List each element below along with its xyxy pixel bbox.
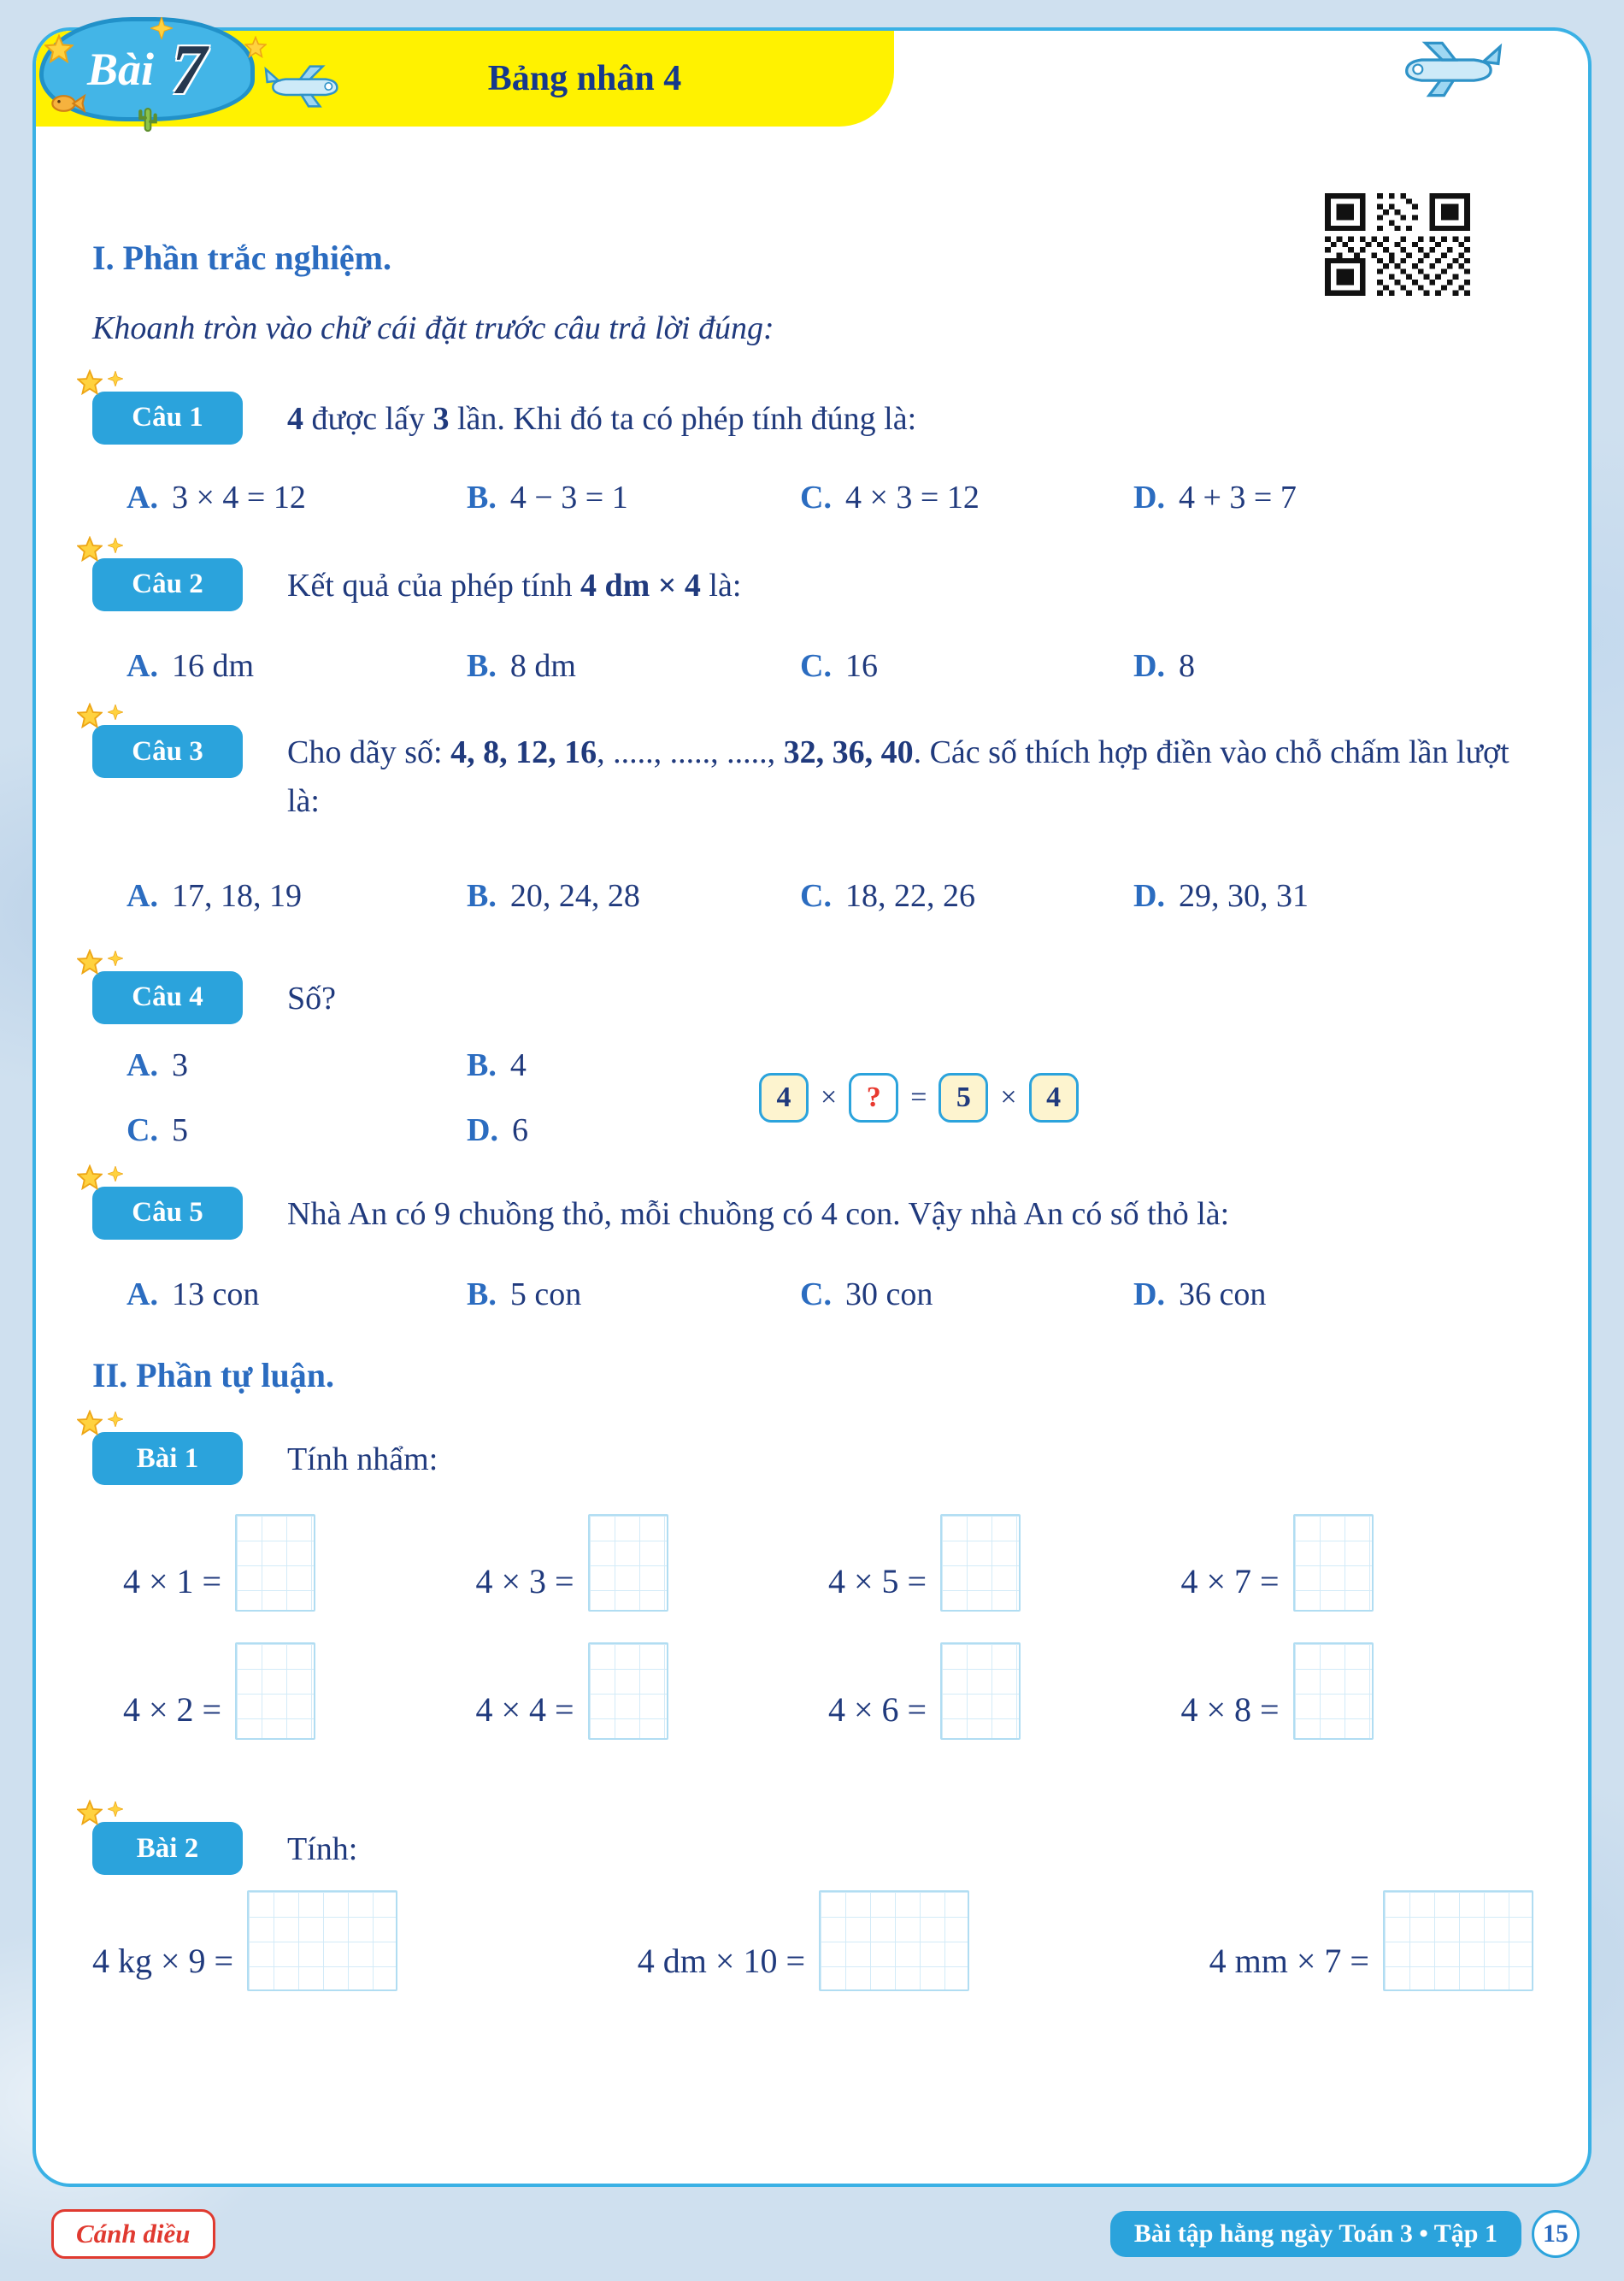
answer-option (800, 477, 1133, 519)
answer-option (127, 1274, 467, 1316)
question-badge-label: Câu 2 (132, 569, 203, 600)
option-text: 4 + 3 = 7 (1178, 479, 1297, 516)
factor-box: 4 (1029, 1073, 1079, 1123)
sparkle-icon (108, 1412, 123, 1427)
footer-right (1110, 2210, 1580, 2258)
option-letter: C. (800, 878, 832, 915)
answer-option (800, 645, 1133, 687)
answer-option (1133, 1274, 1533, 1316)
question-text: Cho dãy số: 4, 8, 12, 16, ....., ....., ....., 32, 36, 40. Các số thích hợp điền vào chỗ chấm lần lượt là: (287, 734, 1509, 820)
exercise-1-grid (123, 1514, 1533, 1740)
mental-math-item (1181, 1642, 1534, 1740)
factor-box: 4 (759, 1073, 809, 1123)
option-letter: C. (800, 1276, 832, 1312)
page-footer (51, 2209, 1580, 2259)
answer-option (467, 1274, 800, 1316)
option-text: 4 − 3 = 1 (509, 479, 628, 516)
question-1 (92, 392, 1533, 445)
option-text: 30 con (844, 1276, 933, 1312)
option-letter: A. (127, 479, 158, 516)
question-badge-label: Câu 1 (132, 402, 203, 433)
worksheet-content (36, 31, 1588, 1991)
answer-option (467, 1046, 759, 1084)
multiply-sign: × (821, 1081, 838, 1113)
answer-box (819, 1890, 969, 1991)
option-letter: C. (800, 479, 832, 516)
exercise-1 (92, 1432, 1533, 1485)
question-4-body (127, 1046, 1533, 1149)
question-3-badge (92, 725, 243, 778)
sparkle-icon (108, 538, 123, 553)
option-letter: A. (127, 1276, 158, 1312)
answer-option (467, 875, 800, 917)
section-1-instruction: Khoanh tròn vào chữ cái đặt trước câu trả lời đúng: (92, 310, 774, 346)
mental-math-item (123, 1514, 476, 1612)
exercise-expression: 4 × 5 = (828, 1562, 927, 1601)
option-text: 16 (844, 647, 878, 684)
answer-box (1383, 1890, 1533, 1991)
option-letter: A. (127, 1046, 158, 1083)
star-icon (77, 703, 103, 728)
exercise-badge-label: Bài 2 (136, 1832, 199, 1864)
sparkle-icon (108, 951, 123, 966)
question-2 (92, 558, 1533, 611)
answer-box (588, 1642, 668, 1740)
exercise-title: Tính nhẩm: (287, 1441, 438, 1478)
option-letter: D. (1133, 479, 1165, 516)
star-icon (77, 949, 103, 975)
question-badge-label: Câu 4 (132, 981, 203, 1013)
option-text: 6 (511, 1111, 528, 1148)
unit-math-item (1209, 1890, 1533, 1991)
exercise-badge-label: Bài 1 (136, 1442, 199, 1474)
option-letter: B. (467, 1276, 497, 1312)
option-letter: B. (467, 878, 497, 915)
answer-option (800, 1274, 1133, 1316)
exercise-expression: 4 mm × 7 = (1209, 1942, 1369, 1981)
answer-box (940, 1642, 1021, 1740)
option-text: 20, 24, 28 (509, 878, 640, 915)
option-text: 5 con (509, 1276, 582, 1312)
option-letter: A. (127, 647, 158, 684)
page-title: Bảng nhân 4 (487, 59, 682, 98)
answer-box (247, 1890, 397, 1991)
question-4-options (127, 1046, 759, 1149)
option-text: 8 (1178, 647, 1195, 684)
answer-box (235, 1514, 315, 1612)
exercise-expression: 4 × 3 = (475, 1562, 574, 1601)
exercise-title: Tính: (287, 1831, 358, 1868)
option-text: 4 (509, 1046, 527, 1083)
question-2-badge (92, 558, 243, 611)
question-1-options (127, 477, 1533, 519)
option-letter: C. (127, 1111, 158, 1148)
question-text: Số? (287, 980, 336, 1017)
option-letter: B. (467, 479, 497, 516)
option-text: 8 dm (509, 647, 576, 684)
star-icon (77, 1410, 103, 1435)
unit-math-item (92, 1890, 397, 1991)
exercise-expression: 4 kg × 9 = (92, 1942, 234, 1981)
answer-option (1133, 875, 1533, 917)
section-2-heading: II. Phần tự luận. (92, 1356, 334, 1395)
option-text: 17, 18, 19 (171, 878, 302, 915)
answer-option (127, 477, 467, 519)
mental-math-item (123, 1642, 476, 1740)
exercise-1-badge (92, 1432, 243, 1485)
star-icon (77, 1164, 103, 1190)
equals-sign: = (910, 1081, 927, 1113)
exercise-expression: 4 dm × 10 = (637, 1942, 805, 1981)
question-badge-label: Câu 5 (132, 1197, 203, 1229)
question-text: Nhà An có 9 chuồng thỏ, mỗi chuồng có 4 con. Vậy nhà An có số thỏ là: (287, 1195, 1230, 1232)
answer-box (588, 1514, 668, 1612)
answer-box (1293, 1514, 1374, 1612)
question-5 (92, 1187, 1533, 1240)
number-sentence (759, 1073, 1533, 1123)
option-letter: D. (1133, 1276, 1165, 1312)
exercise-2-row (92, 1890, 1533, 1991)
option-text: 18, 22, 26 (844, 878, 975, 915)
answer-option (1133, 645, 1533, 687)
option-letter: C. (800, 647, 832, 684)
option-letter: D. (1133, 647, 1165, 684)
mental-math-item (476, 1642, 829, 1740)
option-letter: B. (467, 647, 497, 684)
question-3 (92, 725, 1533, 826)
option-text: 4 × 3 = 12 (844, 479, 980, 516)
option-text: 13 con (171, 1276, 260, 1312)
star-icon (77, 1800, 103, 1825)
multiply-sign: × (1000, 1081, 1017, 1113)
exercise-expression: 4 × 4 = (475, 1690, 574, 1730)
option-text: 29, 30, 31 (1178, 878, 1309, 915)
answer-option (467, 645, 800, 687)
plane-icon (1393, 39, 1506, 99)
mental-math-item (828, 1642, 1181, 1740)
question-text: 4 được lấy 3 lần. Khi đó ta có phép tính đúng là: (287, 400, 917, 437)
exercise-expression: 4 × 2 = (123, 1690, 222, 1730)
option-text: 36 con (1178, 1276, 1267, 1312)
book-title-badge: Bài tập hằng ngày Toán 3 • Tập 1 (1110, 2211, 1521, 2257)
option-text: 5 (171, 1111, 188, 1148)
answer-option (127, 1046, 467, 1084)
question-1-badge (92, 392, 243, 445)
worksheet-card (32, 27, 1592, 2187)
option-letter: B. (467, 1046, 497, 1083)
answer-option (800, 875, 1133, 917)
star-icon (77, 369, 103, 395)
question-badge-label: Câu 3 (132, 735, 203, 767)
answer-option (127, 1111, 467, 1149)
answer-box (235, 1642, 315, 1740)
question-3-options (127, 875, 1533, 917)
option-text: 3 (171, 1046, 188, 1083)
section-1-heading: I. Phần trắc nghiệm. (92, 239, 391, 277)
sparkle-icon (150, 17, 173, 39)
mental-math-item (476, 1514, 829, 1612)
answer-option (127, 645, 467, 687)
unknown-box: ? (849, 1073, 898, 1123)
option-letter: D. (467, 1111, 498, 1148)
exercise-expression: 4 × 1 = (123, 1562, 222, 1601)
question-5-badge (92, 1187, 243, 1240)
plane-icon (262, 63, 347, 109)
question-2-options (127, 645, 1533, 687)
unit-math-item (638, 1890, 969, 1991)
option-text: 16 dm (171, 647, 255, 684)
option-letter: A. (127, 878, 158, 915)
exercise-expression: 4 × 7 = (1180, 1562, 1280, 1601)
sparkle-icon (108, 1166, 123, 1182)
question-4 (92, 971, 1533, 1024)
question-4-badge (92, 971, 243, 1024)
mental-math-item (1181, 1514, 1534, 1612)
exercise-2-badge (92, 1822, 243, 1875)
factor-box: 5 (939, 1073, 988, 1123)
star-icon (244, 36, 267, 58)
exercise-2 (92, 1822, 1533, 1875)
answer-box (940, 1514, 1021, 1612)
answer-option (467, 477, 800, 519)
question-text: Kết quả của phép tính 4 dm × 4 là: (287, 567, 742, 604)
question-5-options (127, 1274, 1533, 1316)
sparkle-icon (108, 371, 123, 386)
exercise-expression: 4 × 8 = (1180, 1690, 1280, 1730)
star-icon (44, 34, 74, 63)
answer-option (467, 1111, 759, 1149)
mental-math-item (828, 1514, 1181, 1612)
page-number: 15 (1532, 2210, 1580, 2258)
star-icon (77, 536, 103, 562)
exercise-expression: 4 × 6 = (828, 1690, 927, 1730)
sparkle-icon (108, 1801, 123, 1817)
fish-icon (50, 91, 87, 116)
answer-option (1133, 477, 1533, 519)
publisher-badge: Cánh diều (51, 2209, 215, 2259)
answer-option (127, 875, 467, 917)
lesson-label: Bài (86, 44, 155, 95)
option-text: 3 × 4 = 12 (171, 479, 306, 516)
cactus-icon (137, 104, 159, 133)
sparkle-icon (108, 704, 123, 720)
option-letter: D. (1133, 878, 1165, 915)
lesson-number: 7 (171, 29, 208, 109)
answer-box (1293, 1642, 1374, 1740)
